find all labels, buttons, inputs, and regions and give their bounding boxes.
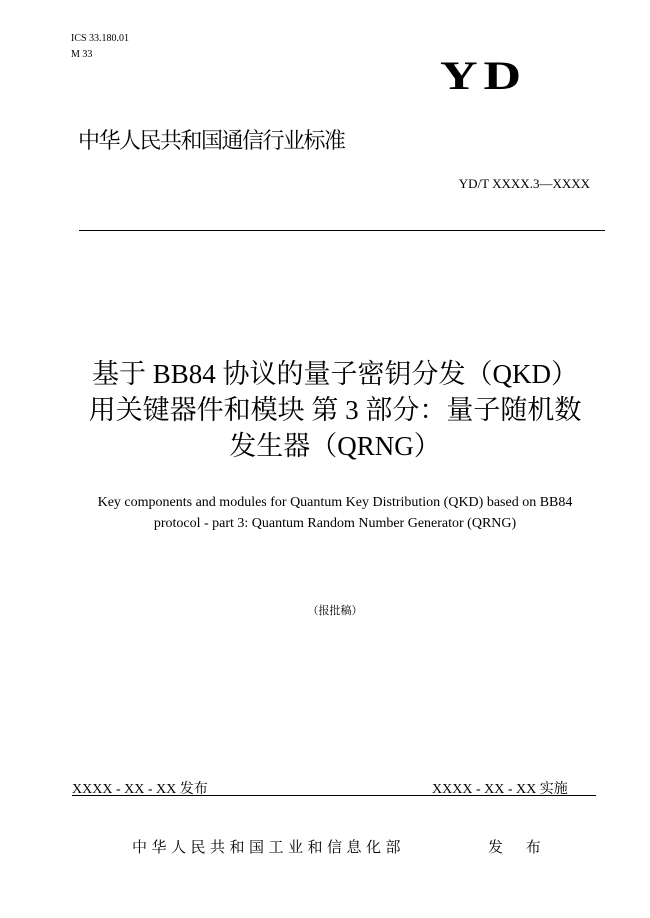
english-title-line: Key components and modules for Quantum Key Distribution (QKD) based on BB84 <box>97 495 573 510</box>
chinese-title-line: 基于 BB84 协议的量子密钥分发（QKD） <box>91 359 578 389</box>
ccs-code: M 33 <box>71 49 93 60</box>
ics-code: ICS 33.180.01 <box>71 33 130 44</box>
issuing-authority: 中华人民共和国工业和信息化部 <box>132 838 406 856</box>
chinese-title <box>60 356 610 464</box>
chinese-title-line: 用关键器件和模块 第 3 部分：量子随机数 <box>88 395 582 425</box>
issue-label: 发 布 <box>488 838 550 856</box>
publish-date: XXXX - XX - XX 发布 <box>72 782 208 797</box>
english-title <box>60 492 610 534</box>
standard-code: YD/T XXXX.3—XXXX <box>458 176 590 191</box>
footer-divider <box>72 795 596 796</box>
chinese-title-line: 发生器（QRNG） <box>229 431 441 461</box>
header-divider <box>79 230 605 231</box>
yd-logo: YD <box>440 53 528 99</box>
implement-date: XXXX - XX - XX 实施 <box>432 782 568 797</box>
draft-status: （报批稿） <box>307 605 363 617</box>
english-title-line: protocol - part 3: Quantum Random Number Generator (QRNG) <box>153 516 517 531</box>
standard-name: 中华人民共和国通信行业标准 <box>78 129 345 154</box>
